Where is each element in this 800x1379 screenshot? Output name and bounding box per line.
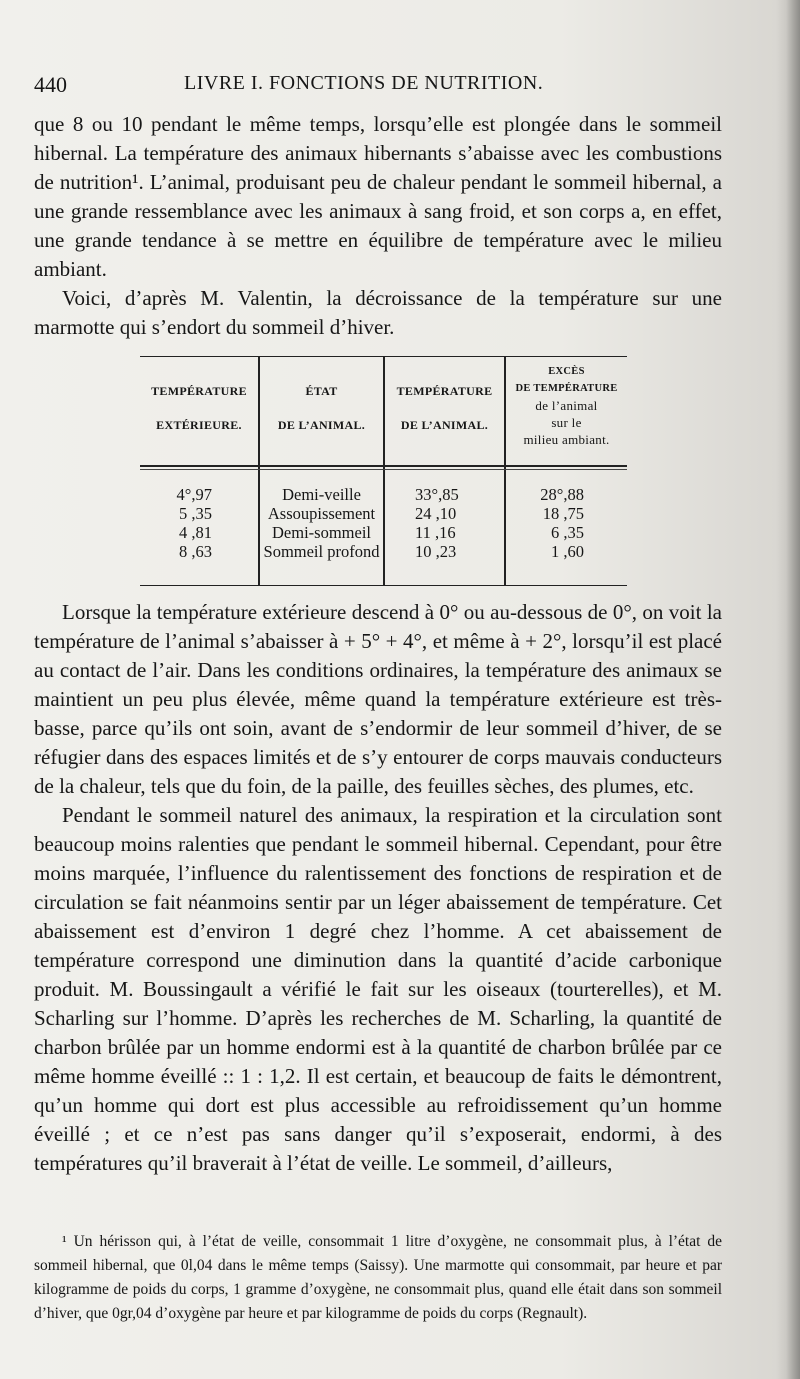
table-cell: Demi-sommeil	[272, 523, 371, 542]
running-header	[34, 72, 724, 104]
body-text-top	[34, 110, 722, 342]
column-header: TEMPÉRATURE EXTÉRIEURE.	[151, 384, 247, 432]
column-external-temperature	[140, 357, 258, 585]
column-cells	[506, 485, 584, 561]
table-cell: 33°,85	[415, 485, 459, 504]
body-text-bottom	[34, 598, 722, 1178]
paragraph: Pendant le sommeil naturel des animaux, la respiration et la circulation sont beaucoup moins ralenties que pendant le sommeil hibernal. Cependant, pour être moins marquée, l’influence du ralentissement des fonctions de respiration et de circulation se fait néanmoins sentir par un léger abaissement de température. Cet abaissement est d’environ 1 degré chez l’homme. A cet abaissement de température correspond une diminution dans la quantité d’acide carbonique produit. M. Boussingault a vérifié le fait sur les oiseaux (tourterelles), et M. Scharling sur l’homme. D’après les recherches de M. Scharling, la quantité de charbon brûlée par un homme endormi est à la quantité de charbon brûlée par ce même homme éveillé :: 1 : 1,2. Il est certain, et beaucoup de faits le démontrent, qu’un homme qui dort est plus accessible au refroidissement qu’un homme éveillé ; et ce n’est pas sans danger qu’il s’exposerait, endormi, à des températures qu’il braverait à l’état de veille. Le sommeil, d’ailleurs,	[34, 803, 722, 1175]
table-cell: Assoupissement	[267, 504, 376, 523]
paragraph: que 8 ou 10 pendant le même temps, lorsqu’elle est plongée dans le sommeil hibernal. La température des animaux hibernants s’abaisse avec les combustions de nutrition¹. L’animal, produisant peu de chaleur pendant le sommeil hibernal, a une grande ressemblance avec les animaux à sang froid, et son corps a, en effet, une grande tendance à se mettre en équilibre de température avec le milieu ambiant.	[34, 112, 722, 281]
footnote-text: ¹ Un hérisson qui, à l’état de veille, consommait 1 litre d’oxygène, ne consommait plus, à l’état de sommeil hibernal, que 0l,04 dans le même temps (Saissy). Une marmotte qui consommait, par heure et par kilogramme de poids du corps, 1 gramme d’oxygène, ne consommait plus, quand elle était dans son sommeil d’hiver, que 0gr,04 d’oxygène par heure et par kilogramme de poids du corps (Regnault).	[34, 1233, 722, 1322]
table-cell: 24 ,10	[415, 504, 457, 523]
table-cell: 1 ,60	[551, 542, 584, 561]
column-animal-temperature	[385, 357, 504, 585]
table-cell: 10 ,23	[415, 542, 457, 561]
column-cells	[415, 485, 495, 561]
column-header: ÉTAT DE L’ANIMAL.	[277, 384, 366, 432]
column-cells	[140, 485, 212, 561]
paragraph: Lorsque la température extérieure descend à 0° ou au-dessous de 0°, on voit la température de l’animal s’abaisser à + 5° + 4°, et même à + 2°, lorsqu’il est placé au contact de l’air. Dans les conditions ordinaires, la température des animaux se maintient un peu plus élevée, même quand la température extérieure est très-basse, parce qu’ils ont soin, avant de s’endormir de leur sommeil d’hiver, de se réfugier dans des espaces limités et de s’y entourer de corps mauvais conducteurs de la chaleur, tels que du foin, de la paille, des feuilles sèches, des plumes, etc.	[34, 600, 722, 798]
table-cell: 5 ,35	[179, 504, 212, 523]
table-cell: 11 ,16	[415, 523, 456, 542]
column-temperature-excess	[506, 357, 627, 585]
table-cell: Sommeil profond	[263, 542, 380, 561]
page-edge-shadow	[786, 0, 800, 1379]
column-animal-state	[260, 357, 383, 585]
temperature-table	[140, 356, 627, 586]
table-cell: Demi-veille	[282, 485, 361, 504]
table-cell: 6 ,35	[551, 523, 584, 542]
table-cell: 4 ,81	[179, 523, 212, 542]
column-header: EXCÈS DE TEMPÉRATURE de l’animal sur le milieu ambiant.	[515, 366, 618, 447]
column-cells	[260, 485, 383, 561]
table-cell: 18 ,75	[542, 504, 584, 523]
running-title: LIVRE I. FONCTIONS DE NUTRITION.	[184, 72, 544, 94]
table-cell: 28°,88	[540, 485, 584, 504]
table-cell: 4°,97	[176, 485, 212, 504]
paragraph: Voici, d’après M. Valentin, la décroissance de la température sur une marmotte qui s’endort du sommeil d’hiver.	[34, 286, 722, 339]
column-header: TEMPÉRATURE DE L’ANIMAL.	[396, 384, 493, 432]
page-number: 440	[34, 72, 67, 97]
table-cell: 8 ,63	[179, 542, 212, 561]
footnote	[34, 1230, 722, 1326]
